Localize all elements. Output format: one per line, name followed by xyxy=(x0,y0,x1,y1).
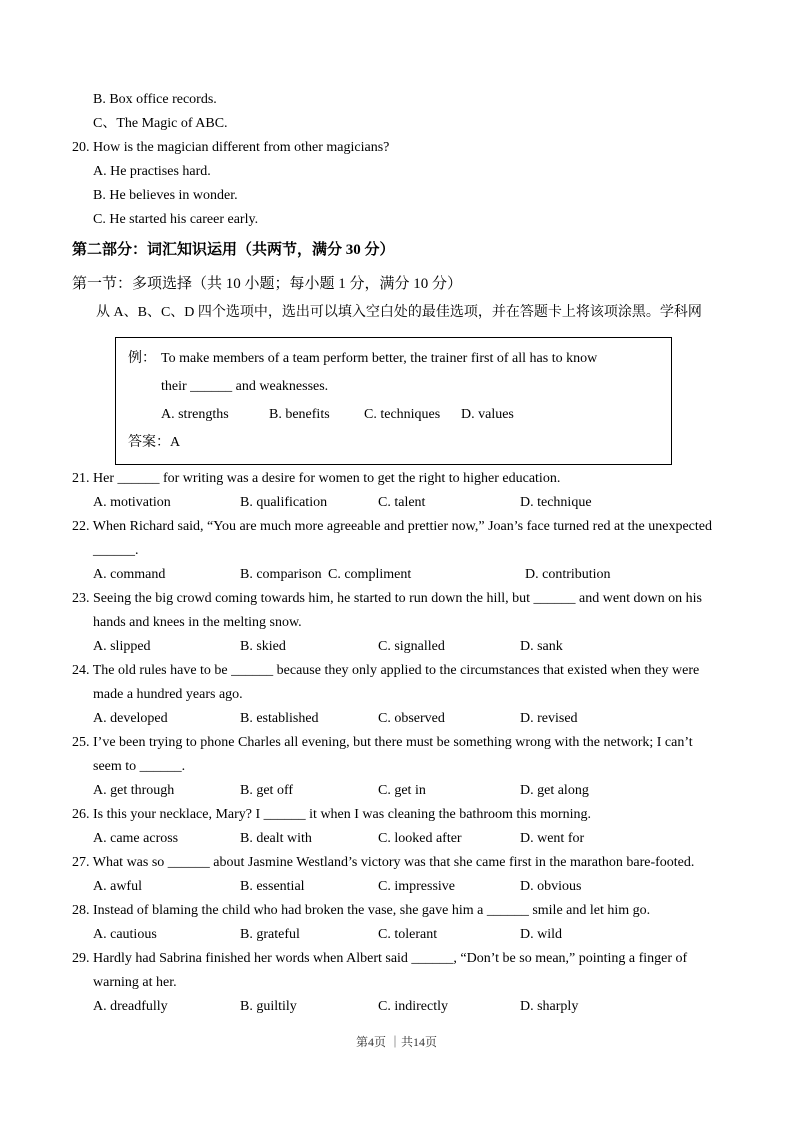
option-b: B. comparison xyxy=(240,567,322,582)
option-b: B. skied xyxy=(240,639,286,654)
example-options xyxy=(161,401,659,429)
option-d: D. went for xyxy=(520,831,585,846)
option-c: C. signalled xyxy=(378,639,445,654)
option-a: A. dreadfully xyxy=(93,999,168,1014)
question-25 xyxy=(72,731,722,803)
question-22 xyxy=(72,515,722,587)
option-a: A. developed xyxy=(93,711,168,726)
example-option-b: B. benefits xyxy=(269,407,330,422)
option-c: C. impressive xyxy=(378,879,455,894)
question-23-text-line2: hands and knees in the melting snow. xyxy=(93,615,302,630)
exam-content xyxy=(72,88,722,1019)
page-number: 第4页 ｜共14页 xyxy=(355,1035,437,1049)
part2-node1-title: 第一节：多项选择（共 10 小题；每小题 1 分，满分 10 分） xyxy=(72,276,463,292)
question-22-text-line1: 22. When Richard said, “You are much more agreeable and prettier now,” Joan’s face turned red at the unexpected xyxy=(72,519,712,534)
question-23-options xyxy=(72,635,722,659)
option-d: D. technique xyxy=(520,495,592,510)
question-22-text-line2: ______. xyxy=(93,543,139,558)
q20-option-b: B. He believes in wonder. xyxy=(93,188,238,203)
q20-option-a: A. He practises hard. xyxy=(93,164,211,179)
option-a: A. get through xyxy=(93,783,175,798)
example-text-line2: their ______ and weaknesses. xyxy=(161,379,329,394)
question-26-text: 26. Is this your necklace, Mary? I ______ it when I was cleaning the bathroom this morning. xyxy=(72,807,592,822)
question-27-text: 27. What was so ______ about Jasmine Westland’s victory was that she came first in the marathon bare-footed. xyxy=(72,855,695,870)
option-a: A. came across xyxy=(93,831,179,846)
option-a: A. command xyxy=(93,567,166,582)
part2-instructions: 从 A、B、C、D 四个选项中，选出可以填入空白处的最佳选项，并在答题卡上将该项涂黑。学科网 xyxy=(96,305,702,320)
question-26-options xyxy=(72,827,722,851)
option-c: C. tolerant xyxy=(378,927,438,942)
option-b: B. get off xyxy=(240,783,294,798)
question-28-options xyxy=(72,923,722,947)
option-d: D. get along xyxy=(520,783,589,798)
option-b: B. essential xyxy=(240,879,305,894)
option-a: A. cautious xyxy=(93,927,157,942)
q19-option-b: B. Box office records. xyxy=(93,92,217,107)
question-23-text-line1: 23. Seeing the big crowd coming towards him, he started to run down the hill, but ______ and went down on his xyxy=(72,591,702,606)
question-29-options xyxy=(72,995,722,1019)
example-line1 xyxy=(128,345,659,373)
example-option-a: A. strengths xyxy=(161,407,229,422)
question-21-options xyxy=(72,491,722,515)
option-b: B. established xyxy=(240,711,319,726)
question-26 xyxy=(72,803,722,851)
option-d: D. sank xyxy=(520,639,563,654)
question-21 xyxy=(72,467,722,515)
option-c: C. compliment xyxy=(328,567,412,582)
question-25-options xyxy=(72,779,722,803)
option-d: D. sharply xyxy=(520,999,579,1014)
option-b: B. qualification xyxy=(240,495,328,510)
option-c: C. looked after xyxy=(378,831,462,846)
option-c: C. indirectly xyxy=(378,999,448,1014)
question-27-options xyxy=(72,875,722,899)
option-b: B. grateful xyxy=(240,927,300,942)
option-a: A. awful xyxy=(93,879,142,894)
question-29-text-line2: warning at her. xyxy=(93,975,177,990)
question-21-text: 21. Her ______ for writing was a desire for women to get the right to higher education. xyxy=(72,471,561,486)
q20-option-c: C. He started his career early. xyxy=(93,212,259,227)
option-c: C. observed xyxy=(378,711,445,726)
option-b: B. guiltily xyxy=(240,999,297,1014)
option-d: D. obvious xyxy=(520,879,582,894)
question-28-text: 28. Instead of blaming the child who had broken the vase, she gave him a ______ smile and let him go. xyxy=(72,903,651,918)
question-23 xyxy=(72,587,722,659)
example-label: 例： xyxy=(128,351,156,366)
q19-option-c: C、The Magic of ABC. xyxy=(93,116,228,131)
option-a: A. slipped xyxy=(93,639,151,654)
example-text-line1: To make members of a team perform better, the trainer first of all has to know xyxy=(161,351,598,366)
option-d: D. revised xyxy=(520,711,578,726)
question-24-text-line2: made a hundred years ago. xyxy=(93,687,243,702)
example-box xyxy=(115,337,672,465)
option-c: C. get in xyxy=(378,783,426,798)
example-option-d: D. values xyxy=(461,407,514,422)
page-footer xyxy=(0,1030,793,1054)
question-25-text-line1: 25. I’ve been trying to phone Charles all evening, but there must be something wrong with the network; I can’t xyxy=(72,735,693,750)
question-29-text-line1: 29. Hardly had Sabrina finished her words when Albert said ______, “Don’t be so mean,” pointing a finger of xyxy=(72,951,688,966)
option-a: A. motivation xyxy=(93,495,171,510)
question-22-options xyxy=(72,563,722,587)
q20-text: 20. How is the magician different from other magicians? xyxy=(72,140,390,155)
question-27 xyxy=(72,851,722,899)
example-answer: 答案：A xyxy=(128,435,181,450)
question-29 xyxy=(72,947,722,1019)
question-25-text-line2: seem to ______. xyxy=(93,759,186,774)
question-24 xyxy=(72,659,722,731)
question-28 xyxy=(72,899,722,947)
question-24-options xyxy=(72,707,722,731)
part2-title: 第二部分：词汇知识运用（共两节，满分 30 分） xyxy=(72,242,395,258)
example-option-c: C. techniques xyxy=(364,407,441,422)
option-c: C. talent xyxy=(378,495,426,510)
option-d: D. wild xyxy=(520,927,562,942)
option-b: B. dealt with xyxy=(240,831,312,846)
option-d: D. contribution xyxy=(525,567,611,582)
question-24-text-line1: 24. The old rules have to be ______ because they only applied to the circumstances that existed when they were xyxy=(72,663,700,678)
